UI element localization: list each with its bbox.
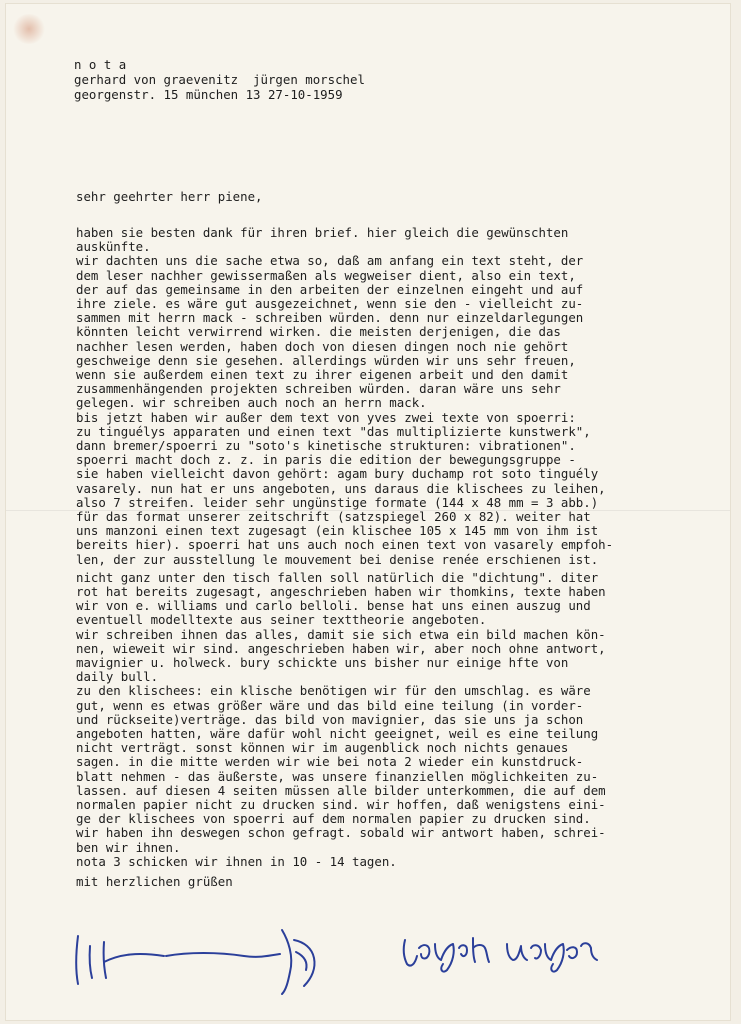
body-line: zu tinguélys apparaten und einen text "das multiplizierte kunstwerk", <box>76 423 591 439</box>
body-line: ihre ziele. es wäre gut ausgezeichnet, wenn sie den - vielleicht zu- <box>76 296 584 311</box>
body-line: rot hat bereits zugesagt, angeschrieben haben wir thomkins, texte haben <box>76 584 606 599</box>
body-line: und rückseite)verträge. das bild von mavignier, das sie uns ja schon <box>76 711 584 727</box>
body-line: nota 3 schicken wir ihnen in 10 - 14 tagen. <box>76 853 397 869</box>
body-line: bereits hier). spoerri hat uns auch noch einen text von vasarely empfoh- <box>76 537 614 553</box>
body-line: sie haben vielleicht davon gehört: agam bury duchamp rot soto tinguély <box>76 466 599 482</box>
body-line: ben wir ihnen. <box>76 839 181 855</box>
body-line: dann bremer/spoerri zu "soto's kinetische strukturen: vibrationen". <box>76 438 576 453</box>
salutation: sehr geehrter herr piene, <box>76 189 263 204</box>
body-line: also 7 streifen. leider sehr ungünstige formate (144 x 48 mm = 3 abb.) <box>76 494 599 510</box>
body-line: dem leser nachher gewissermaßen als wegweiser dient, also ein text, <box>76 267 576 283</box>
letter-title: n o t a <box>74 57 127 72</box>
body-line: blatt nehmen - das äußerste, was unsere finanziellen möglichkeiten zu- <box>76 768 599 784</box>
body-line: wir haben ihn deswegen schon gefragt. sobald wir antwort haben, schrei- <box>76 825 606 841</box>
body-line: daily bull. <box>76 669 159 685</box>
body-line: nen, wieweit wir sind. angeschrieben haben wir, aber noch ohne antwort, <box>76 640 606 656</box>
body-line: uns manzoni einen text zugesagt (ein klischee 105 x 145 mm von ihm ist <box>76 523 599 539</box>
body-line: normalen papier nicht zu drucken sind. wir hoffen, daß wenigstens eini- <box>76 797 606 812</box>
body-line: haben sie besten dank für ihren brief. hier gleich die gewünschten <box>76 225 569 240</box>
signature-morschel <box>395 918 605 978</box>
body-line: nicht ganz unter den tisch fallen soll natürlich die "dichtung". diter <box>76 569 599 585</box>
body-line: auskünfte. <box>76 239 151 255</box>
signature-graevenitz <box>68 912 338 997</box>
body-line: nachher lesen werden, haben doch von diesen dingen noch nie gehört <box>76 338 569 354</box>
body-line: vasarely. nun hat er uns angeboten, uns daraus die klischees zu leihen, <box>76 480 606 496</box>
body-line: sammen mit herrn mack - schreiben würden. denn nur einzeldarlegungen <box>76 310 584 326</box>
body-line: geschweige denn sie gesehen. allerdings würden wir uns sehr freuen, <box>76 352 576 368</box>
body-line: zu den klischees: ein klische benötigen wir für den umschlag. es wäre <box>76 683 591 699</box>
paper-stain <box>12 14 46 44</box>
body-line: wir von e. williams und carlo belloli. bense hat uns einen auszug und <box>76 598 591 614</box>
body-line: zusammenhängenden projekten schreiben würden. daran wäre uns sehr <box>76 381 561 397</box>
address-date: georgenstr. 15 münchen 13 27-10-1959 <box>74 87 343 102</box>
body-line: für das format unserer zeitschrift (satzspiegel 260 x 82). weiter hat <box>76 509 591 524</box>
body-line: nicht verträgt. sonst können wir im augenblick noch nichts genaues <box>76 740 569 756</box>
body-line: ge der klischees von spoerri auf dem normalen papier zu drucken sind. <box>76 811 591 827</box>
body-line: bis jetzt haben wir außer dem text von yves zwei texte von spoerri: <box>76 409 576 425</box>
body-line: wir schreiben ihnen das alles, damit sie sich etwa ein bild machen kön- <box>76 626 606 642</box>
body-line: wenn sie außerdem einen text zu ihrer eigenen arbeit und den damit <box>76 367 569 382</box>
body-line: len, der zur ausstellung le mouvement bei denise renée erschienen ist. <box>76 551 599 567</box>
body-line: der auf das gemeinsame in den arbeiten der einzelnen eingeht und auf <box>76 281 584 297</box>
body-line: angeboten hatten, wäre dafür wohl nicht geeignet, weil es eine teilung <box>76 726 599 741</box>
body-line: spoerri macht doch z. z. in paris die edition der bewegungsgruppe - <box>76 452 576 468</box>
body-line: gelegen. wir schreiben auch noch an herrn mack. <box>76 395 427 411</box>
body-line: wir dachten uns die sache etwa so, daß am anfang ein text steht, der <box>76 253 584 269</box>
body-line: gut, wenn es etwas größer wäre und das bild eine teilung (in vorder- <box>76 697 584 713</box>
body-line: lassen. auf diesen 4 seiten müssen alle bilder unterkommen, die auf dem <box>76 782 606 798</box>
body-line: sagen. in die mitte werden wir wie bei nota 2 wieder ein kunstdruck- <box>76 754 584 770</box>
body-line: könnten leicht verwirrend wirken. die meisten derjenigen, die das <box>76 324 561 340</box>
sender-names: gerhard von graevenitz jürgen morschel <box>74 72 365 87</box>
body-line: eventuell modelltexte aus seiner texttheorie angeboten. <box>76 612 487 628</box>
body-line: mavignier u. holweck. bury schickte uns bisher nur einige hfte von <box>76 655 569 670</box>
closing: mit herzlichen grüßen <box>76 874 233 889</box>
